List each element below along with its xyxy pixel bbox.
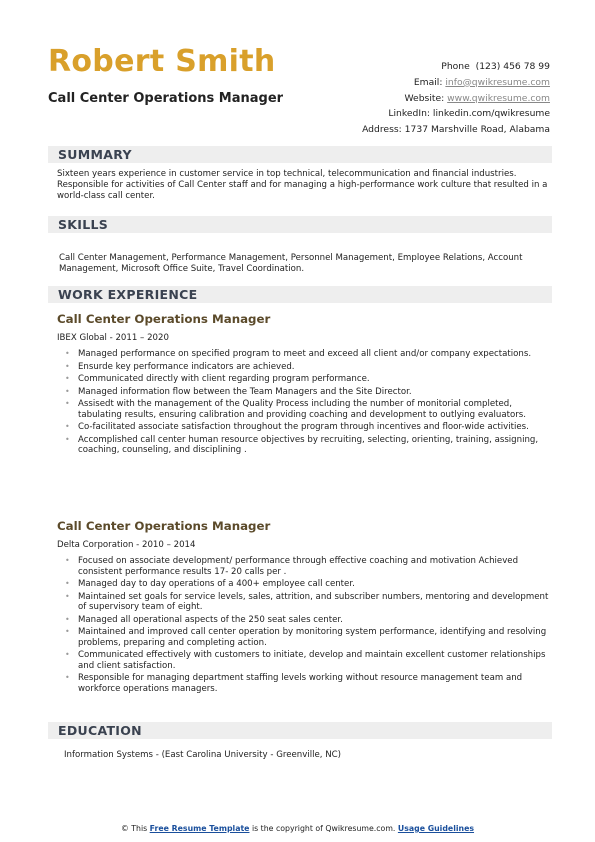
contact-phone bbox=[362, 59, 550, 75]
list-item: • Co-facilitated associate satisfaction throughout the program through incentives and floor-wide activities. bbox=[57, 422, 553, 433]
list-item: • Managed day to day operations of a 400+ employee call center. bbox=[57, 579, 553, 590]
summary-section-header bbox=[48, 146, 552, 163]
footer-middle: is the copyright of Qwikresume.com. bbox=[251, 824, 396, 833]
contact-block bbox=[362, 59, 550, 138]
summary-heading: SUMMARY bbox=[58, 147, 132, 162]
job-company-dates: Delta Corporation - 2010 – 2014 bbox=[57, 540, 196, 550]
phone-value: (123) 456 78 99 bbox=[475, 61, 550, 72]
job-company-dates: IBEX Global - 2011 – 2020 bbox=[57, 333, 169, 343]
skills-heading: SKILLS bbox=[58, 217, 109, 232]
education-heading: EDUCATION bbox=[58, 723, 142, 738]
footer-prefix: © This bbox=[120, 824, 148, 833]
email-link[interactable]: info@qwikresume.com bbox=[445, 76, 550, 88]
website-link[interactable]: www.qwikresume.com bbox=[447, 92, 550, 104]
linkedin-label: LinkedIn: bbox=[388, 108, 430, 120]
list-item: • Communicated directly with client regarding program performance. bbox=[57, 374, 553, 385]
contact-address bbox=[362, 122, 550, 138]
experience-section-header bbox=[48, 286, 552, 303]
email-label: Email: bbox=[413, 76, 443, 88]
list-item: • Accomplished call center human resource objectives by recruiting, selecting, orienting, training, assigning, coaching, counseling, and disciplining . bbox=[57, 435, 553, 456]
list-item: • Managed information flow between the Team Managers and the Site Director. bbox=[57, 387, 553, 398]
job-role: Call Center Operations Manager bbox=[48, 91, 284, 106]
usage-guidelines-link[interactable]: Usage Guidelines bbox=[397, 824, 475, 833]
candidate-name: Robert Smith bbox=[48, 44, 276, 79]
linkedin-value: linkedin.com/qwikresume bbox=[432, 108, 550, 120]
free-resume-template-link[interactable]: Free Resume Template bbox=[149, 824, 250, 833]
contact-email bbox=[362, 75, 550, 91]
job-title: Call Center Operations Manager bbox=[57, 312, 271, 326]
list-item: • Communicated effectively with customers to initiate, develop and maintain excellent customer relationships and client satisfaction. bbox=[57, 650, 553, 671]
skills-text: Call Center Management, Performance Management, Personnel Management, Employee Relations, Account Management, Microsoft Office Suite, Travel Coordination. bbox=[59, 253, 523, 274]
job-bullets bbox=[57, 349, 553, 458]
list-item: • Assisedt with the management of the Quality Process including the number of monitorial completed, tabulating results, ensuring calibration and providing coaching and development to outlying evaluators. bbox=[57, 399, 553, 420]
skills-section-header bbox=[48, 216, 552, 233]
contact-website bbox=[362, 91, 550, 107]
list-item: • Managed performance on specified program to meet and exceed all client and/or company expectations. bbox=[57, 349, 553, 360]
list-item: • Maintained set goals for service levels, sales, attrition, and subscriber numbers, mentoring and development of supervisory team of eight. bbox=[57, 592, 553, 613]
phone-label: Phone bbox=[441, 61, 470, 72]
experience-heading: WORK EXPERIENCE bbox=[58, 287, 198, 302]
contact-linkedin bbox=[362, 106, 550, 122]
footer bbox=[0, 824, 595, 833]
education-text: Information Systems - (East Carolina University - Greenville, NC) bbox=[64, 750, 342, 760]
list-item: • Managed all operational aspects of the 250 seat sales center. bbox=[57, 615, 553, 626]
job-title: Call Center Operations Manager bbox=[57, 519, 271, 533]
list-item: • Responsible for managing department staffing levels working without resource management team and workforce operations managers. bbox=[57, 673, 553, 694]
job-bullets bbox=[57, 556, 553, 696]
address-label: Address: bbox=[362, 124, 402, 136]
list-item: • Ensurde key performance indicators are achieved. bbox=[57, 362, 553, 373]
summary-text: Sixteen years experience in customer service in top technical, telecommunication and financial industries. Responsible for activities of Call Center staff and for managing a high-performance work culture that resulted in a world-class call center. bbox=[57, 169, 548, 201]
education-section-header bbox=[48, 722, 552, 739]
website-label: Website: bbox=[404, 92, 445, 104]
address-value: 1737 Marshville Road, Alabama bbox=[404, 124, 550, 136]
list-item: • Maintained and improved call center operation by monitoring system performance, identifying and resolving problems, preparing and completing action. bbox=[57, 627, 553, 648]
list-item: • Focused on associate development/ performance through effective coaching and motivation Achieved consistent performance results 17- 20 calls per . bbox=[57, 556, 553, 577]
